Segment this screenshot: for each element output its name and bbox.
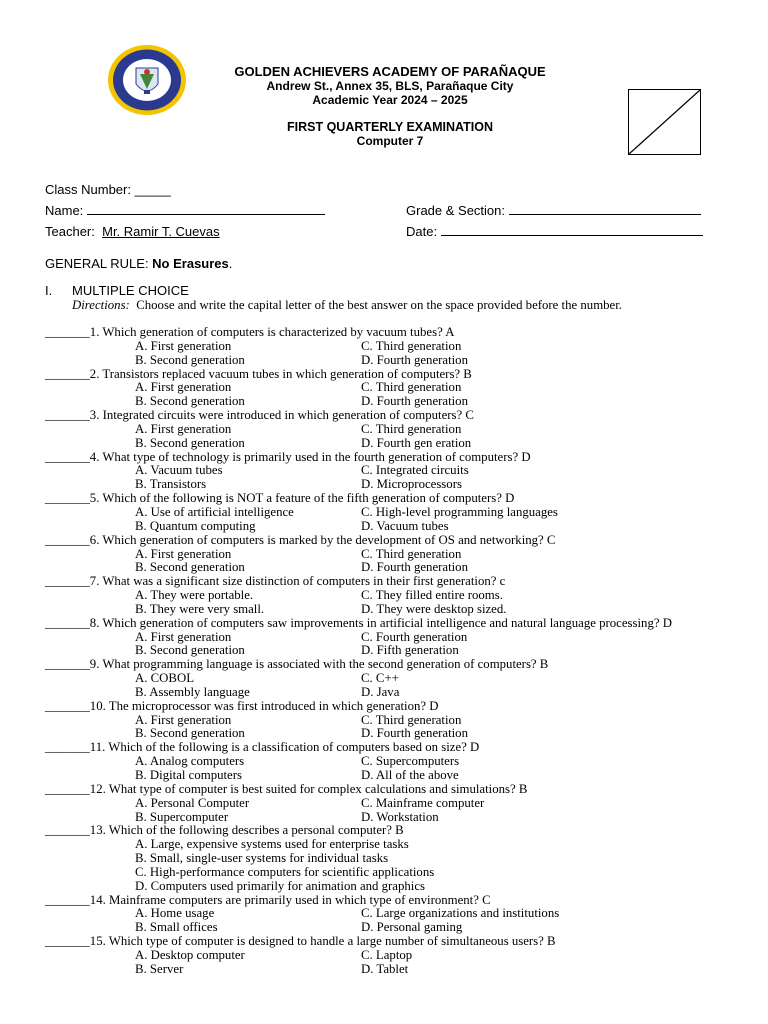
date-blank[interactable] [441,224,703,236]
option: C. High-performance computers for scientific applications [135,864,435,879]
option-d: D. Java [361,684,400,699]
option-a: A. Analog computers [135,754,245,769]
option-row [45,811,745,825]
question-11: _______11. Which of the following is a classification of computers based on size? D [45,740,480,755]
option-b: B. Supercomputer [135,809,229,824]
option-row [45,437,745,451]
option-d: D. Tablet [361,961,409,976]
option-b: B. Second generation [135,352,245,367]
option-b: B. Server [135,961,184,976]
option-row [45,921,745,935]
option-c: C. Mainframe computer [361,795,485,810]
question-2: _______2. Transistors replaced vacuum tubes in which generation of computers? B [45,366,472,381]
option-c: C. Third generation [361,712,462,727]
option-row [45,949,745,963]
option-a: A. First generation [135,712,232,727]
option-row [45,631,745,645]
option-c: C. Large organizations and institutions [361,906,560,921]
option-row [45,561,745,575]
option-c: C. C++ [361,671,399,686]
option-d: D. Personal gaming [361,920,463,935]
option-d: D. Fourth generation [361,352,468,367]
question-15: _______15. Which type of computer is designed to handle a large number of simultaneous users? B [45,934,556,949]
general-rule-suffix: . [228,256,233,271]
school-address: Andrew St., Annex 35, BLS, Parañaque City [266,79,514,93]
option-d: D. Fourth generation [361,560,468,575]
class-number-field: Class Number: _____ [45,182,171,197]
directions-text: Choose and write the capital letter of the best answer on the space provided before the number. [136,298,622,312]
question-3: _______3. Integrated circuits were introduced in which generation of computers? C [45,408,474,423]
option-row [45,686,745,700]
option-a: A. COBOL [135,671,195,686]
option-c: C. Third generation [361,421,462,436]
question-13: _______13. Which of the following describes a personal computer? B [45,823,404,838]
name-label: Name: [45,203,84,218]
option-row [45,714,745,728]
option-b: B. Small offices [135,920,218,935]
option-b: B. Assembly language [135,684,250,699]
score-box [628,89,701,155]
name-field [45,203,325,218]
option-a: A. Home usage [135,906,215,921]
directions [72,298,622,313]
option-a: A. First generation [135,380,232,395]
option: A. Large, expensive systems used for enterprise tasks [135,837,409,852]
question-4: _______4. What type of technology is primarily used in the fourth generation of computers? D [45,449,531,464]
option-a: A. First generation [135,338,232,353]
option-a: A. They were portable. [135,588,254,603]
option-row [45,506,745,520]
option-a: A. Personal Computer [135,795,250,810]
general-rule [45,256,232,271]
option-c: C. Integrated circuits [361,463,469,478]
question-9: _______9. What programming language is associated with the second generation of computers? B [45,657,549,672]
question-list [45,326,745,977]
name-blank[interactable] [87,203,325,215]
grade-section-label: Grade & Section: [406,203,505,218]
option-c: C. High-level programming languages [361,504,558,519]
teacher-label: Teacher: [45,224,95,239]
option-row [45,797,745,811]
option-b: B. Second generation [135,435,245,450]
option-a: A. First generation [135,629,232,644]
option-d: D. Workstation [361,809,439,824]
date-field [406,224,703,239]
option-a: A. First generation [135,546,232,561]
exam-subject: Computer 7 [356,134,424,148]
grade-section-blank[interactable] [509,203,701,215]
option-b: B. Quantum computing [135,518,256,533]
option-c: C. Third generation [361,338,462,353]
option-a: A. Vacuum tubes [135,463,223,478]
school-name: GOLDEN ACHIEVERS ACADEMY OF PARAÑAQUE [234,64,546,79]
option-c: C. Third generation [361,380,462,395]
option-row [45,672,745,686]
question-6: _______6. Which generation of computers is marked by the development of OS and networking? C [45,532,556,547]
option-row [45,603,745,617]
option-b: B. Second generation [135,726,245,741]
section-title: MULTIPLE CHOICE [72,283,189,298]
option-b: B. Second generation [135,643,245,658]
option-row [45,755,745,769]
option-d: D. Microprocessors [361,477,462,492]
option-row [45,423,745,437]
question-12: _______12. What type of computer is best suited for complex calculations and simulations? B [45,781,528,796]
general-rule-emphasis: No Erasures [152,256,229,271]
option-d: D. Fifth generation [361,643,459,658]
option-row [45,340,745,354]
option-a: A. Desktop computer [135,947,245,962]
section-number: I. [45,283,53,298]
general-rule-prefix: GENERAL RULE: [45,256,153,271]
option: D. Computers used primarily for animation and graphics [135,878,425,893]
option: B. Small, single-user systems for individual tasks [135,851,389,866]
option-b: B. Second generation [135,560,245,575]
option-c: C. They filled entire rooms. [361,588,503,603]
question-7: _______7. What was a significant size distinction of computers in their first generation? c [45,574,506,589]
teacher-field [45,224,220,239]
academic-year: Academic Year 2024 – 2025 [312,93,468,107]
option-b: B. Digital computers [135,768,242,782]
option-row [45,644,745,658]
option-row [45,464,745,478]
option-d: D. Fourth gen eration [361,435,472,450]
option-row [45,395,745,409]
option-row [45,478,745,492]
question-1: _______1. Which generation of computers is characterized by vacuum tubes? A [45,325,455,339]
option-b: B. Transistors [135,477,207,492]
option-b: B. They were very small. [135,601,265,616]
question-14: _______14. Mainframe computers are primarily used in which type of environment? C [45,892,491,907]
option-row [45,520,745,534]
option-c: C. Laptop [361,947,413,962]
option-a: A. Use of artificial intelligence [135,504,294,519]
option-row [45,354,745,368]
option-b: B. Second generation [135,394,245,409]
option-row [45,589,745,603]
option-d: D. They were desktop sized. [361,601,507,616]
directions-label: Directions: [72,298,130,312]
option-d: D. Fourth generation [361,726,468,741]
question-8: _______8. Which generation of computers saw improvements in artificial intelligence and natural language processing? D [45,615,672,630]
option-row [45,907,745,921]
option-row [45,548,745,562]
date-label: Date: [406,224,438,239]
grade-section-field [406,203,701,218]
option-d: D. Vacuum tubes [361,518,449,533]
option-row [45,769,745,783]
option-row [45,381,745,395]
teacher-name: Mr. Ramir T. Cuevas [102,224,220,239]
option-c: C. Third generation [361,546,462,561]
option-c: C. Supercomputers [361,754,460,769]
option-d: D. Fourth generation [361,394,468,409]
question-5: _______5. Which of the following is NOT a feature of the fifth generation of computers? D [45,491,515,506]
option-c: C. Fourth generation [361,629,468,644]
exam-title: FIRST QUARTERLY EXAMINATION [286,120,494,134]
option-row [45,963,745,977]
option-row [45,727,745,741]
question-10: _______10. The microprocessor was first introduced in which generation? D [45,698,439,713]
option-d: D. All of the above [361,768,459,782]
option-a: A. First generation [135,421,232,436]
